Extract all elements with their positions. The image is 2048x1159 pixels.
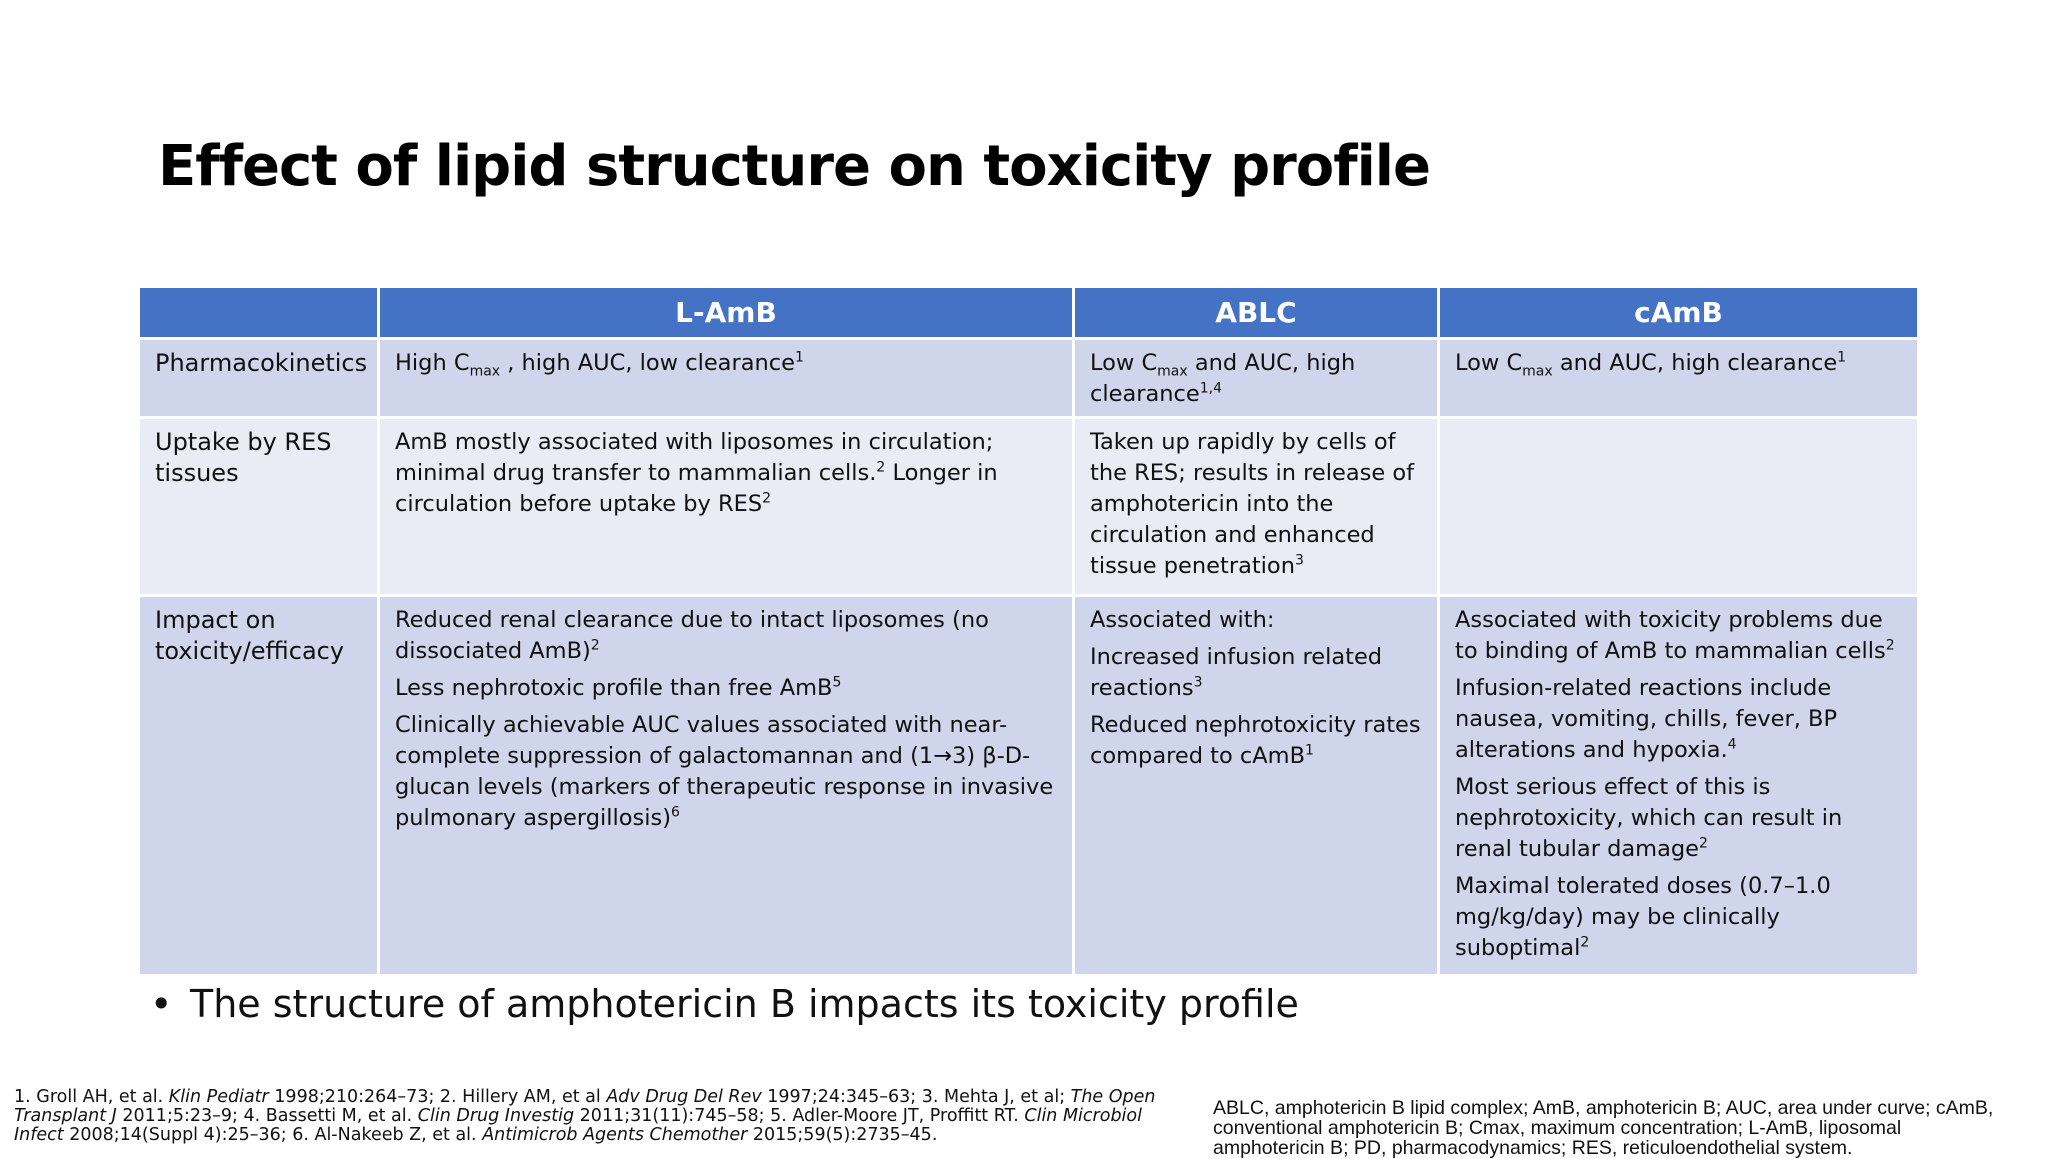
row-label-pharmacokinetics: Pharmacokinetics	[139, 339, 379, 418]
reference: 3. Mehta J, et al; The Open Transplant J 2011;5:23–9;	[14, 1087, 1156, 1126]
cell-pk-camb: Low $C_{max}$ and AUC, high clearance$^1$	[1439, 339, 1919, 418]
cell-line: Reduced renal clearance due to intact liposomes (no dissociated AmB)$^2$	[395, 607, 989, 664]
slide-title: Effect of lipid structure on toxicity profile	[158, 134, 1430, 199]
abbreviations: ABLC, amphotericin B lipid complex; AmB, amphotericin B; AUC, area under curve; cAmB, conventional amphotericin B; Cmax, maximum concentration; L-AmB, liposomal amphotericin B; PD, pharmacodynamics; RES, reticuloendothelial system.	[1213, 1097, 1994, 1159]
cell-res-camb	[1439, 418, 1919, 596]
reference: 4. Bassetti M, et al. Clin Drug Investig 2011;31(11):745–58;	[243, 1106, 771, 1126]
table-row	[139, 339, 1919, 418]
reference: 5. Adler-Moore JT, Proffitt RT. Clin Microbiol Infect 2008;14(Suppl 4):25–36;	[14, 1106, 1142, 1145]
cell-pk-ablc: Low $C_{max}$ and AUC, high clearance$^{1,4}$	[1074, 339, 1439, 418]
table-row	[139, 596, 1919, 976]
comparison-table	[137, 285, 1920, 977]
cell-res-lamb: AmB mostly associated with liposomes in circulation; minimal drug transfer to mammalian cells.$^2$ Longer in circulation before uptake by RES$^2$	[379, 418, 1074, 596]
cell-line: Less nephrotoxic profile than free AmB$^5$	[395, 674, 842, 701]
bullet-point	[150, 982, 1299, 1026]
references	[14, 1088, 1164, 1145]
reference: 1. Groll AH, et al. Klin Pediatr 1998;210:264–73;	[14, 1087, 440, 1107]
table-header-row	[139, 287, 1919, 339]
cell-pk-lamb: High $C_{max}$ , high AUC, low clearance$^1$	[379, 339, 1074, 418]
header-ablc: ABLC	[1074, 287, 1439, 339]
row-label-impact: Impact on toxicity/efficacy	[139, 596, 379, 976]
reference: 6. Al-Nakeeb Z, et al. Antimicrob Agents Chemother 2015;59(5):2735–45.	[292, 1125, 938, 1145]
cell-line: Most serious effect of this is nephrotoxicity, which can result in renal tubular damage$^2$	[1455, 774, 1843, 862]
row-label-uptake: Uptake by RES tissues	[139, 418, 379, 596]
cell-impact-lamb	[379, 596, 1074, 976]
cell-res-ablc: Taken up rapidly by cells of the RES; results in release of amphotericin into the circulation and enhanced tissue penetration$^3$	[1074, 418, 1439, 596]
cell-impact-ablc	[1074, 596, 1439, 976]
cell-line: Increased infusion related reactions$^3$	[1090, 644, 1383, 701]
reference: 2. Hillery AM, et al Adv Drug Del Rev 1997;24:345–63;	[439, 1087, 922, 1107]
header-lamb: L-AmB	[379, 287, 1074, 339]
cell-line: Infusion-related reactions include nausea, vomiting, chills, fever, BP alterations and hypoxia.$^4$	[1455, 675, 1838, 763]
cell-line: Associated with toxicity problems due to binding of AmB to mammalian cells$^2$	[1455, 607, 1895, 664]
cell-line: Maximal tolerated doses (0.7–1.0 mg/kg/day) may be clinically suboptimal$^2$	[1455, 873, 1831, 961]
header-empty	[139, 287, 379, 339]
header-camb: cAmB	[1439, 287, 1919, 339]
bullet-dot-icon: •	[150, 982, 173, 1026]
cell-impact-camb	[1439, 596, 1919, 976]
cell-line: Associated with:	[1090, 607, 1275, 633]
cell-line: Reduced nephrotoxicity rates compared to cAmB$^1$	[1090, 712, 1421, 769]
cell-line: Clinically achievable AUC values associated with near-complete suppression of galactomannan and (1→3) β-D-glucan levels (markers of therapeutic response in invasive pulmonary aspergillosis)$^6$	[395, 712, 1054, 831]
table-row	[139, 418, 1919, 596]
bullet-text: The structure of amphotericin B impacts its toxicity profile	[190, 982, 1299, 1026]
